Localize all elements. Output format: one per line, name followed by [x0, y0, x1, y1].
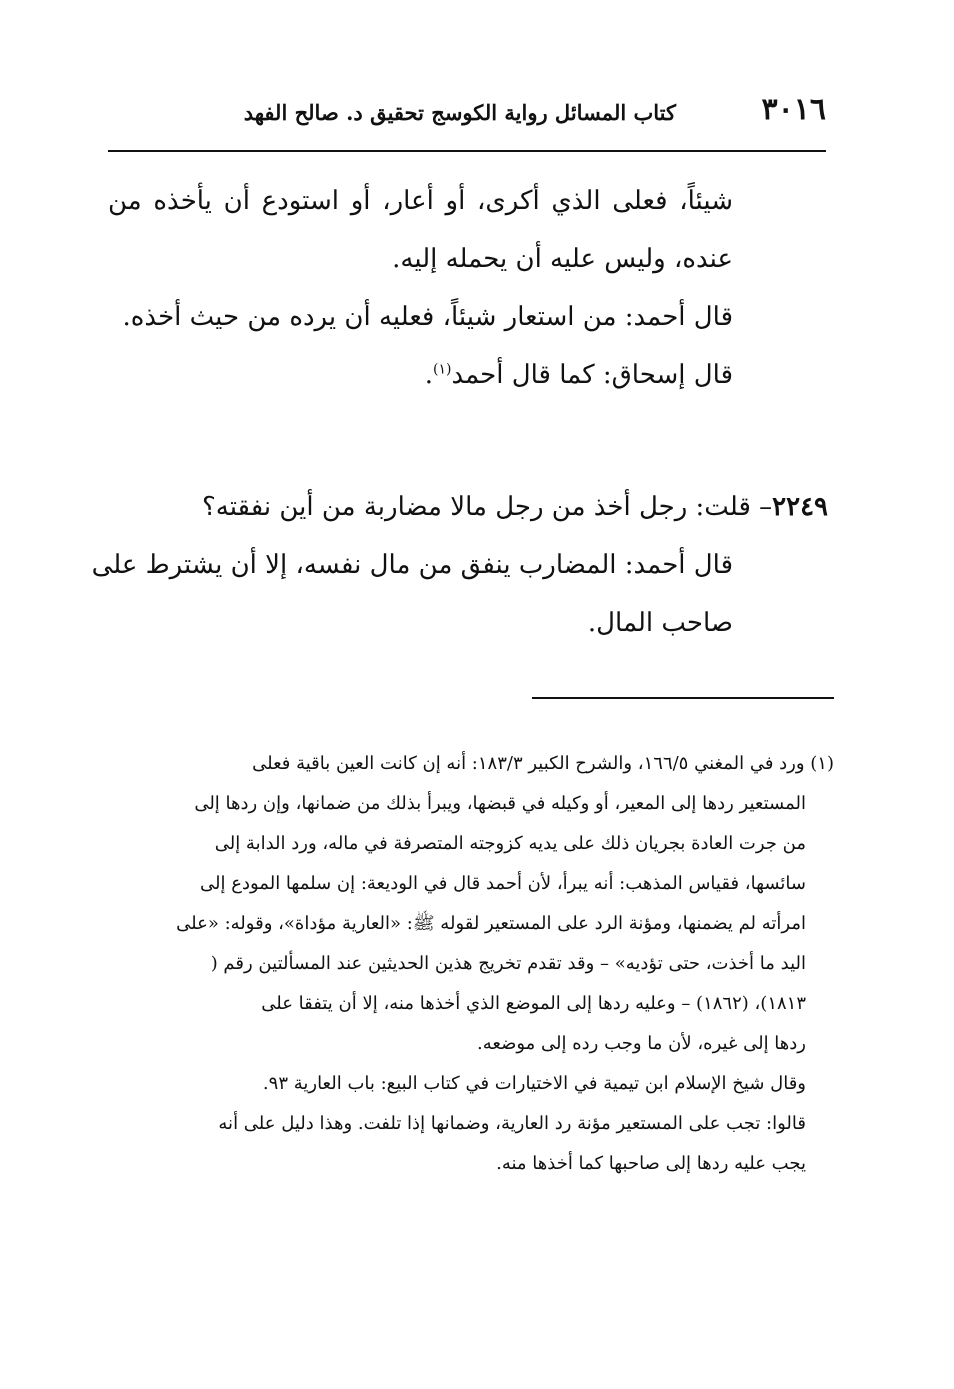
footnote-line: سائسها، فقياس المذهب: أنه يبرأ، لأن أحمد قال في الوديعة: إن سلمها المودع إلى: [200, 873, 806, 894]
footnote-line: وقال شيخ الإسلام ابن تيمية في الاختيارات في كتاب البيع: باب العارية ٩٣.: [262, 1073, 806, 1094]
question-text: – قلت: رجل أخذ من رجل مالا مضاربة من أين نفقته؟: [201, 492, 773, 522]
body-line: عنده، وليس عليه أن يحمله إليه.: [392, 244, 733, 274]
body-line: قال أحمد: من استعار شيئاً، فعليه أن يرده من حيث أخذه.: [122, 302, 733, 332]
footnote-line: (١) ورد في المغني ١٦٦/٥، والشرح الكبير ١٨٣/٣: أنه إن كانت العين باقية فعلى: [252, 753, 834, 774]
running-title: كتاب المسائل رواية الكوسج تحقيق د. صالح الفهد: [243, 100, 676, 125]
footnotes: [118, 744, 834, 1184]
footnote-separator: [532, 697, 834, 699]
footnote-line: ردها إلى غيره، لأن ما وجب رده إلى موضعه.: [477, 1033, 806, 1054]
answer-line: صاحب المال.: [587, 608, 733, 638]
footnote-line: ١٨١٣)، (١٨٦٢) – وعليه ردها إلى الموضع الذي أخذها منه، إلا أن يتفقا على: [261, 993, 806, 1014]
question-block: [91, 478, 828, 652]
footnote-reference[interactable]: (١): [433, 361, 452, 378]
answer-line: قال أحمد: المضارب ينفق من مال نفسه، إلا أن يشترط على: [91, 550, 733, 580]
body-paragraph-1: [108, 172, 733, 404]
page-header: [108, 92, 826, 138]
footnote-line: اليد ما أخذت، حتى تؤديه» – وقد تقدم تخريج هذين الحديثين عند المسألتين رقم (: [210, 953, 806, 974]
header-rule: [108, 150, 826, 152]
body-line-text: قال إسحاق: كما قال أحمد: [451, 360, 733, 390]
page-number: ٣٠١٦: [761, 92, 826, 127]
question-number: ٢٢٤٩: [772, 492, 828, 522]
body-line-tail: .: [424, 360, 434, 390]
body-line: شيئاً، فعلى الذي أكرى، أو أعار، أو استودع أن يأخذه من: [108, 186, 733, 216]
question-line: [108, 478, 828, 536]
footnote-line: من جرت العادة بجريان ذلك على يديه كزوجته المتصرفة في ماله، ورد الدابة إلى: [214, 833, 806, 854]
footnote-line: المستعير ردها إلى المعير، أو وكيله في قبضها، ويبرأ بذلك من ضمانها، وإن ردها إلى: [194, 793, 806, 814]
footnote-line: قالوا: تجب على المستعير مؤنة رد العارية، وضمانها إذا تلفت. وهذا دليل على أنه: [218, 1113, 806, 1134]
footnote-line: امرأته لم يضمنها، ومؤنة الرد على المستعير لقوله ﷺ: «العارية مؤداة»، وقوله: «على: [176, 913, 806, 934]
footnote-line: يجب عليه ردها إلى صاحبها كما أخذها منه.: [496, 1153, 806, 1174]
body-line: [108, 346, 733, 404]
